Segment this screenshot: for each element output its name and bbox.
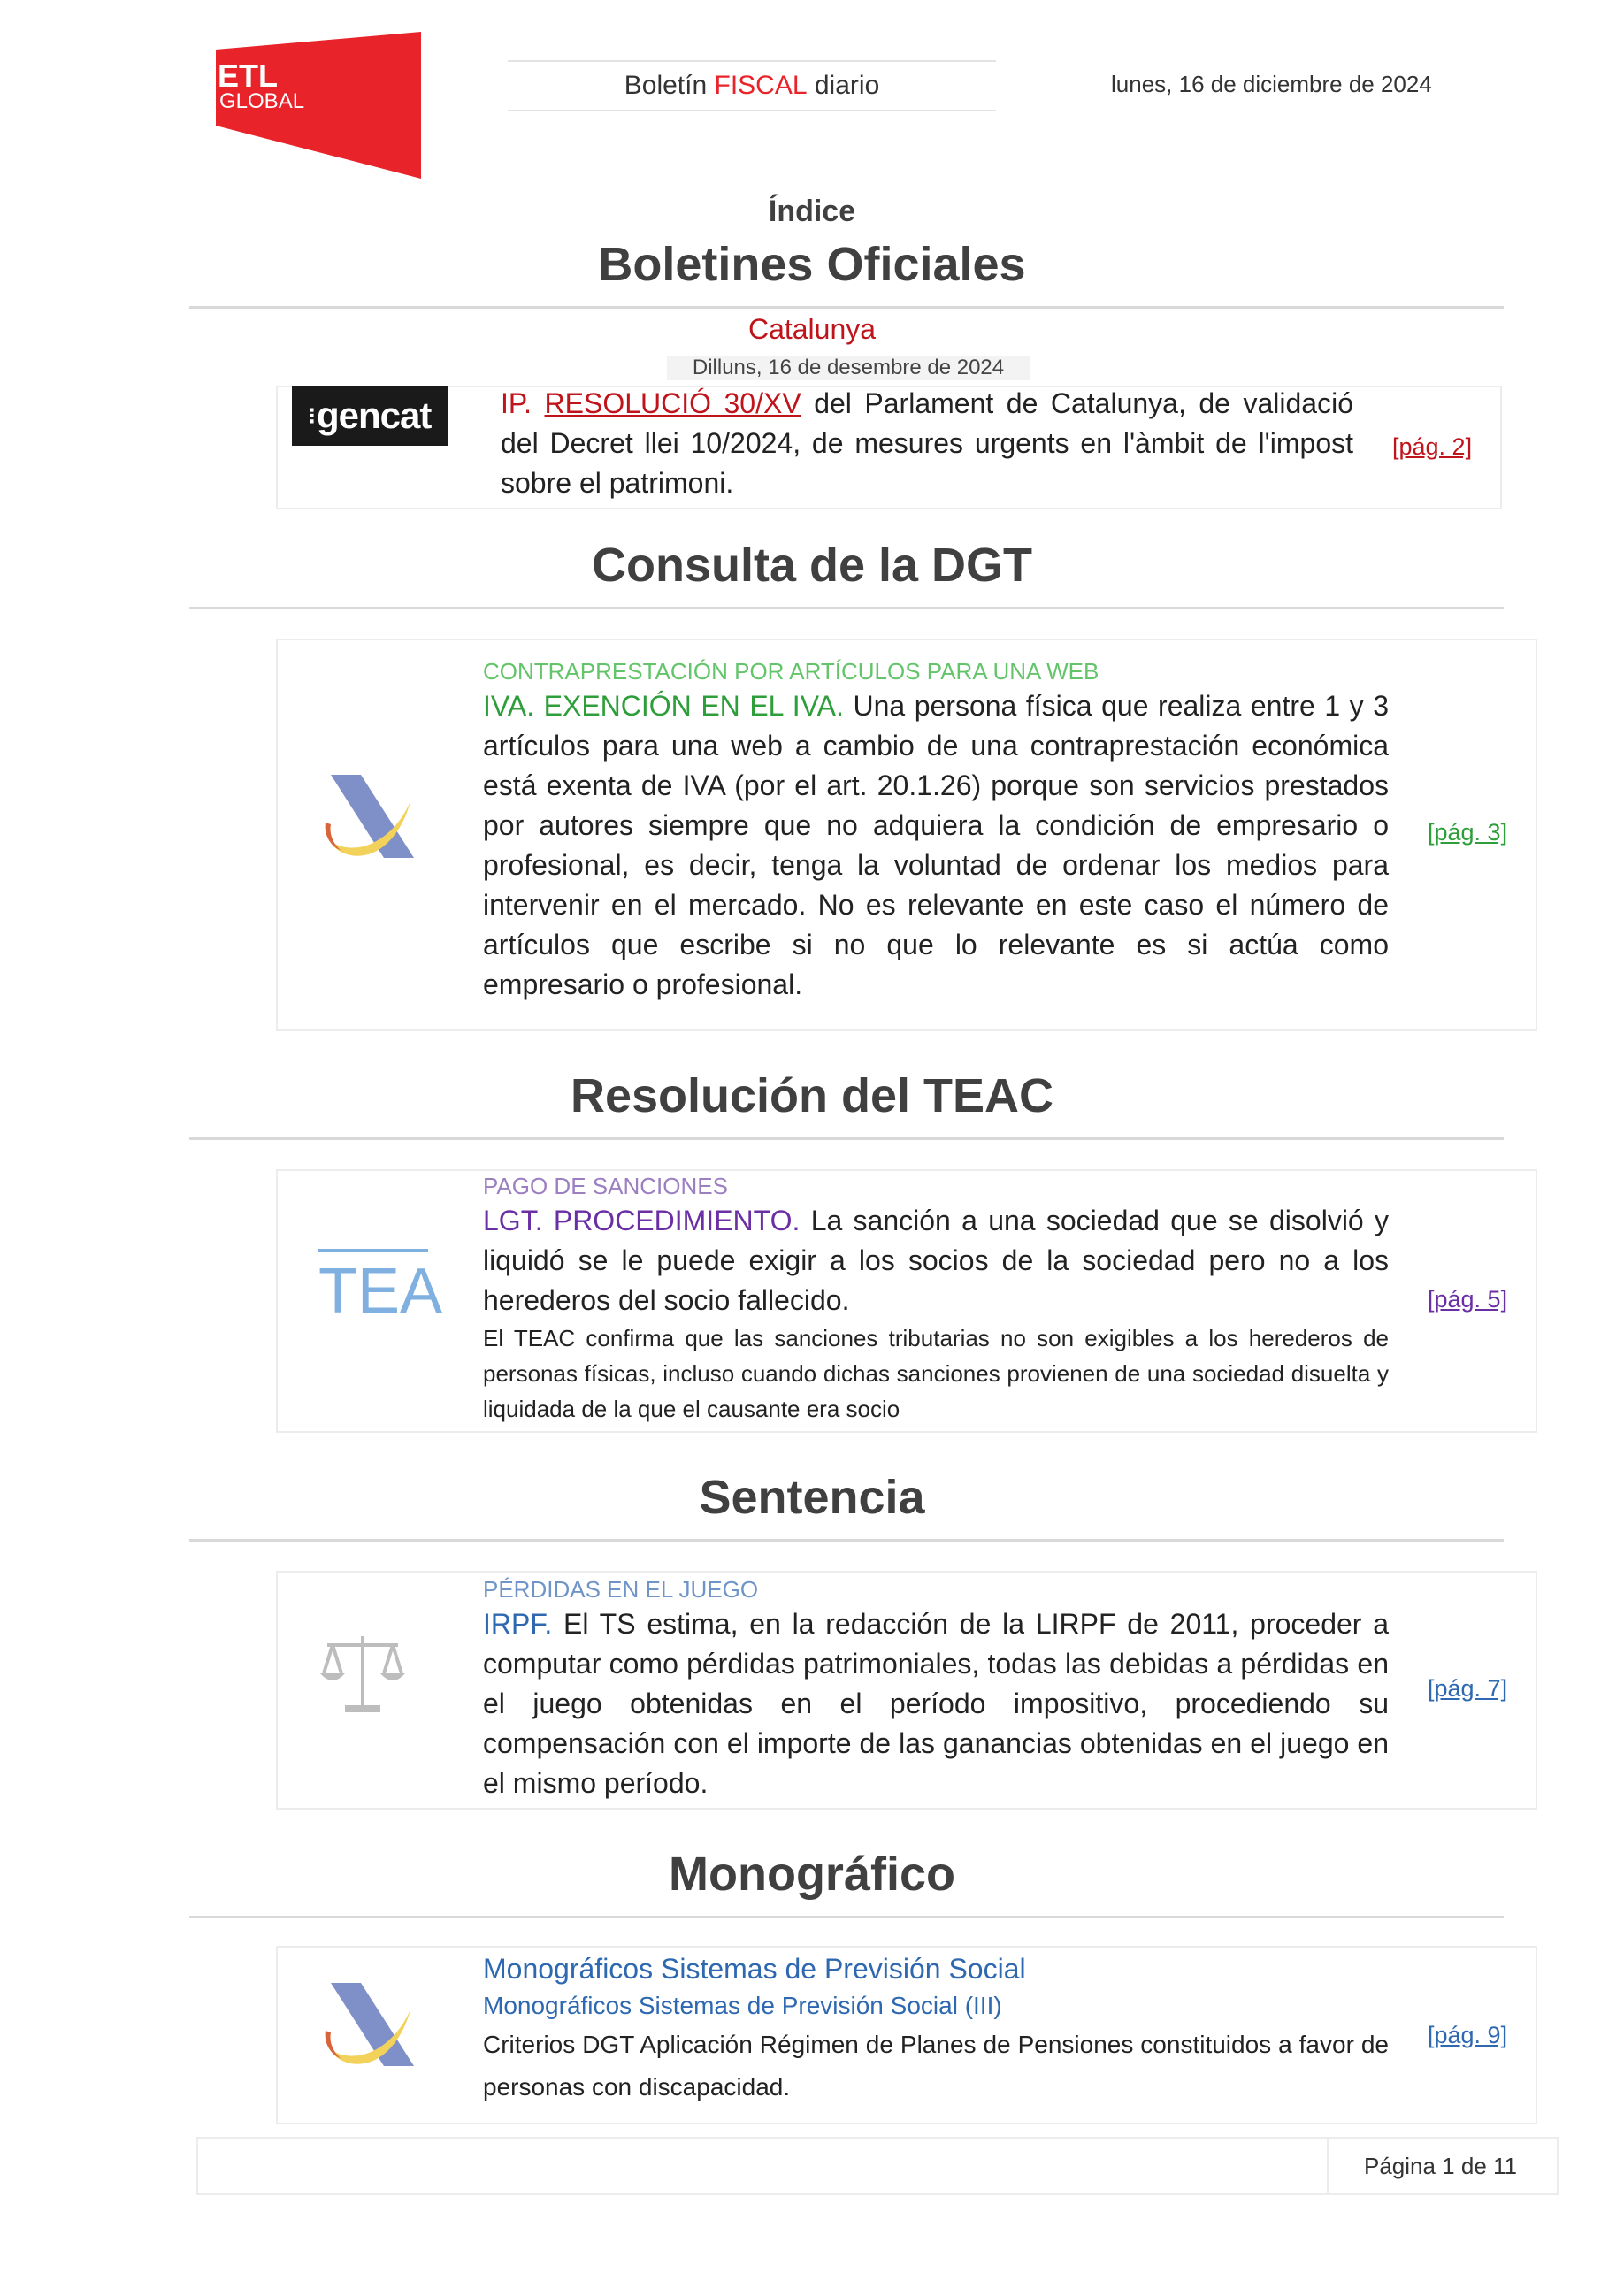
section-divider xyxy=(189,1539,1504,1542)
teac-entry xyxy=(483,1171,1389,1427)
footer-divider xyxy=(1327,2139,1329,2193)
monografico-description: Criterios DGT Aplicación Régimen de Planes de Pensiones constituidos a favor de personas con discapacidad. xyxy=(483,2031,1389,2101)
publication-prefix: Boletín xyxy=(624,71,708,100)
dgt-entry xyxy=(483,656,1389,1005)
region-title: Catalunya xyxy=(747,313,877,345)
sentencia-lead: IRPF. xyxy=(483,1608,553,1640)
sentencia-category: PÉRDIDAS EN EL JUEGO xyxy=(483,1576,759,1603)
section-divider xyxy=(189,1137,1504,1140)
monografico-subheading[interactable]: Monográficos Sistemas de Previsión Social (III) xyxy=(483,1992,1002,2019)
etl-global-add-logo xyxy=(216,32,421,179)
region-date: Dilluns, 16 de desembre de 2024 xyxy=(667,356,1030,380)
logo-etl-text: ETL xyxy=(218,57,278,94)
section-title-dgt: Consulta de la DGT xyxy=(591,539,1033,592)
publication-accent: FISCAL xyxy=(714,71,808,100)
section-title-boletines: Boletines Oficiales xyxy=(598,238,1026,291)
bulletin-description: del Parlament de Catalunya, de validació del Decret llei 10/2024, de mesures urgents en l'àmbit de l'impost sobre el patrimoni. xyxy=(501,387,1354,499)
gencat-logo-icon: ⁝ gencat xyxy=(292,386,448,446)
monografico-heading[interactable]: Monográficos Sistemas de Previsión Social xyxy=(483,1953,1026,1985)
page-number: Página 1 de 11 xyxy=(1364,2153,1517,2179)
section-title-teac: Resolución del TEAC xyxy=(570,1069,1054,1122)
scales-icon xyxy=(318,1633,407,1718)
teac-category: PAGO DE SANCIONES xyxy=(483,1173,728,1199)
index-title: Índice xyxy=(768,195,856,228)
monografico-entry xyxy=(483,1949,1389,2108)
page-link-sentencia[interactable]: [pág. 7] xyxy=(1428,1675,1508,1702)
page-footer xyxy=(196,2137,1559,2195)
section-title-sentencia: Sentencia xyxy=(699,1471,925,1524)
logo-global-text: GLOBAL xyxy=(219,89,305,113)
section-divider xyxy=(189,607,1504,609)
tea-logo-icon xyxy=(318,1247,443,1327)
page-link-teac[interactable]: [pág. 5] xyxy=(1428,1286,1508,1313)
bulletin-prefix: IP. xyxy=(501,387,532,419)
sentencia-entry xyxy=(483,1574,1389,1803)
bulletin-text xyxy=(501,384,1353,503)
page-link-monografico[interactable]: [pág. 9] xyxy=(1428,2022,1508,2048)
section-title-monografico: Monográfico xyxy=(669,1848,955,1901)
publication-date: lunes, 16 de diciembre de 2024 xyxy=(1111,71,1432,97)
section-divider xyxy=(189,1916,1504,1918)
dgt-lead: IVA. EXENCIÓN EN EL IVA. xyxy=(483,690,844,722)
logo-add-text: ADD xyxy=(359,32,417,61)
teac-lead: LGT. PROCEDIMIENTO. xyxy=(483,1205,801,1236)
aeat-logo-icon xyxy=(322,1978,419,2076)
tea-logo-text: TEA xyxy=(318,1256,443,1327)
aeat-logo-icon xyxy=(322,769,419,868)
section-divider xyxy=(189,306,1504,309)
teac-description: La sanción a una sociedad que se disolvió y liquidó se le puede exigir a los socios de la sociedad pero no a los herederos del socio fallecido. xyxy=(483,1205,1390,1316)
publication-title xyxy=(508,60,996,111)
sentencia-description: El TS estima, en la redacción de la LIRPF de 2011, proceder a computar como pérdidas patrimoniales, todas las debidas a pérdidas en el juego obtenidas en el período impositivo, procediendo su compensación con el importe de las ganancias obtenidas en el juego en el mismo período. xyxy=(483,1608,1390,1799)
page-link-boletines[interactable]: [pág. 2] xyxy=(1392,433,1473,460)
page-link-dgt[interactable]: [pág. 3] xyxy=(1428,819,1508,846)
dgt-description: Una persona física que realiza entre 1 y 3 artículos para una web a cambio de una contraprestación económica está exenta de IVA (por el art. 20.1.26) porque son servicios prestados por autores siempre que no adquiera la condición de empresario o profesional, es decir, tenga la voluntad de ordenar los medios para intervenir en el mercado. No es relevante en este caso el número de artículos que escribe si no que lo relevante es si actúa como empresario o profesional. xyxy=(483,690,1390,1000)
bulletin-resolution-link[interactable]: RESOLUCIÓ 30/XV xyxy=(544,387,801,419)
publication-suffix: diario xyxy=(814,71,880,100)
dgt-category: CONTRAPRESTACIÓN POR ARTÍCULOS PARA UNA WEB xyxy=(483,658,1099,685)
teac-subtext: El TEAC confirma que las sanciones tributarias no son exigibles a los herederos de personas físicas, incluso cuando dichas sanciones provienen de una sociedad disuelta y liquidada de la que el causante era socio xyxy=(483,1325,1389,1422)
